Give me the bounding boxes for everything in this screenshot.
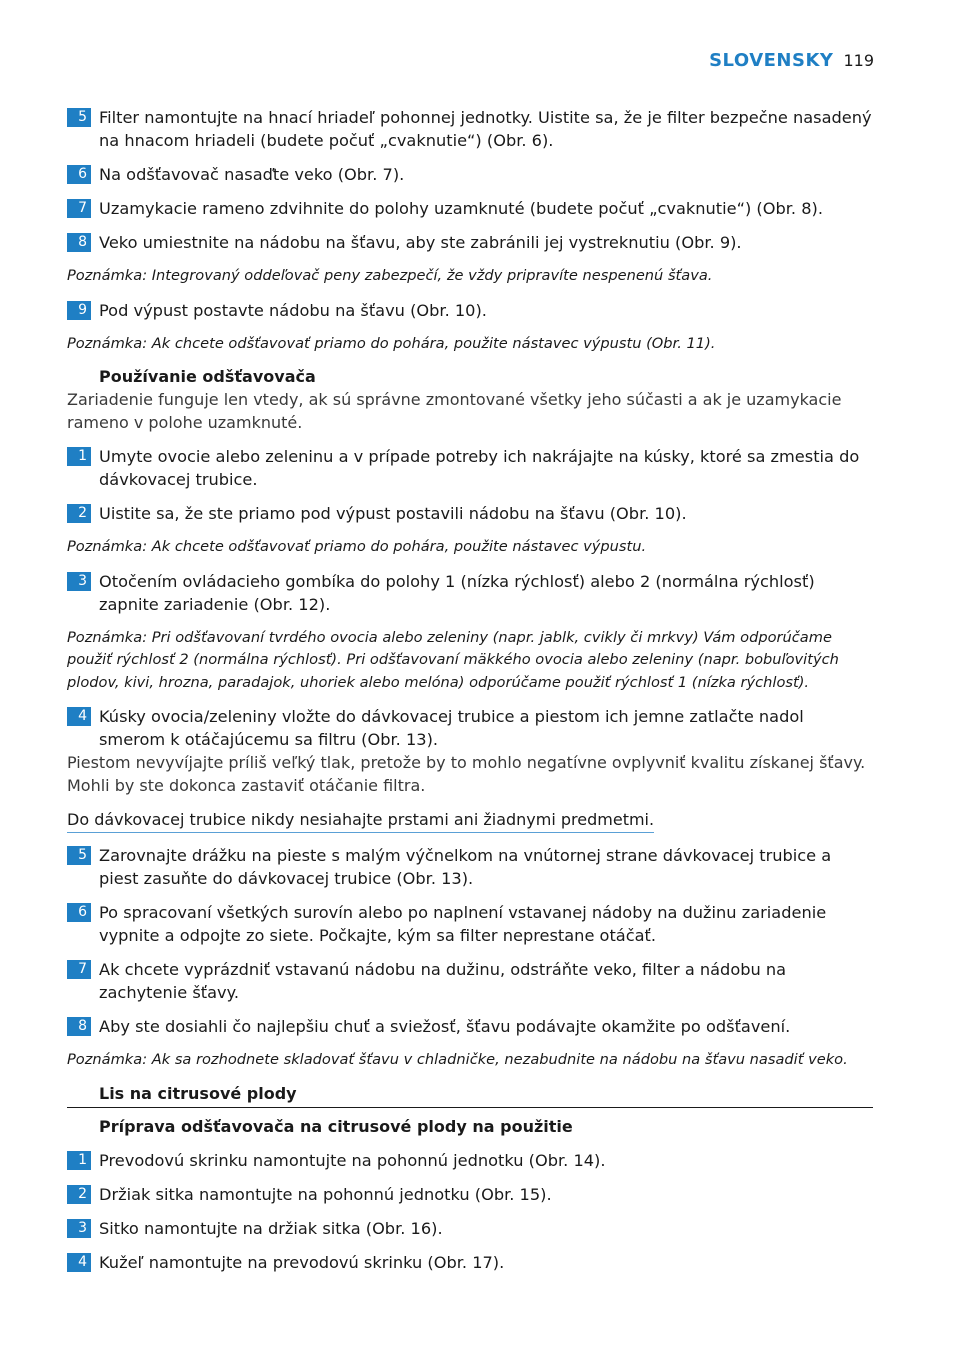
step-number: 7 xyxy=(67,199,91,218)
step-number: 4 xyxy=(67,707,91,726)
step-text: Aby ste dosiahli čo najlepšiu chuť a sviežosť, šťavu podávajte okamžite po odšťavení. xyxy=(99,1017,791,1036)
step-text: Filter namontujte na hnací hriadeľ pohonnej jednotky. Uistite sa, že je filter bezpečne nasadený na hnacom hriadeli (budete počuť „cvaknutie“) (Obr. 6). xyxy=(99,108,872,150)
note-foam-separator: Poznámka: Integrovaný oddeľovač peny zabezpečí, že vždy pripravíte nespenenú šťava. xyxy=(67,267,713,284)
section-divider xyxy=(67,1107,873,1108)
step-number: 5 xyxy=(67,846,91,865)
warning-text: Do dávkovacej trubice nikdy nesiahajte prstami ani žiadnymi predmetmi. xyxy=(67,808,654,833)
step-number: 3 xyxy=(67,1219,91,1238)
step-text: Držiak sitka namontujte na pohonnú jednotku (Obr. 15). xyxy=(99,1184,552,1204)
manual-content xyxy=(67,106,873,1285)
step-text: Ak chcete vyprázdniť vstavanú nádobu na dužinu, odstráňte veko, filter a nádobu na zachytenie šťavy. xyxy=(99,960,787,1002)
step-1-wash xyxy=(67,445,873,491)
step-9-jug xyxy=(67,299,873,322)
note-spout-attachment: Poznámka: Ak chcete odšťavovať priamo do pohára, použite nástavec výpustu. xyxy=(67,538,647,555)
step-number: 2 xyxy=(67,504,91,523)
step-number: 9 xyxy=(67,301,91,320)
step-text: Otočením ovládacieho gombíka do polohy 1 (nízka rýchlosť) alebo 2 (normálna rýchlosť) zapnite zariadenie (Obr. 12). xyxy=(99,571,815,614)
step-number: 1 xyxy=(67,1151,91,1170)
step-1-gearbox xyxy=(67,1149,873,1172)
step-6-switch-off xyxy=(67,901,873,947)
language-label: SLOVENSKY xyxy=(709,50,834,71)
step-text: Umyte ovocie alebo zeleninu a v prípade potreby ich nakrájajte na kúsky, ktoré sa zmestia do dávkovacej trubice. xyxy=(99,447,860,489)
section-heading-citrus: Lis na citrusové plody xyxy=(99,1083,297,1103)
step-number: 6 xyxy=(67,903,91,922)
step-7-lock-arm xyxy=(67,197,873,220)
step-6-lid xyxy=(67,163,873,186)
section-heading-citrus-prep: Príprava odšťavovača na citrusové plody na použitie xyxy=(99,1116,573,1136)
step-8-juice-lid xyxy=(67,231,873,254)
step-number: 6 xyxy=(67,165,91,184)
step-number: 3 xyxy=(67,572,91,591)
step-text: Sitko namontujte na držiak sitka (Obr. 16). xyxy=(99,1218,443,1238)
step-number: 8 xyxy=(67,233,91,252)
intro-paragraph: Zariadenie funguje len vtedy, ak sú správne zmontované všetky jeho súčasti a ak je uzamykacie rameno v polohe uzamknuté. xyxy=(67,390,842,432)
step-number: 1 xyxy=(67,447,91,466)
step-text: Veko umiestnite na nádobu na šťavu, aby ste zabránili jej vystreknutiu (Obr. 9). xyxy=(99,233,742,252)
step-7-empty-pulp xyxy=(67,958,873,1004)
section-heading-using: Používanie odšťavovača xyxy=(99,367,316,386)
step-5-align-pusher xyxy=(67,844,873,890)
step-text: Po spracovaní všetkých surovín alebo po naplnení vstavanej nádoby na dužinu zariadenie vypnite a odpojte zo siete. Počkajte, kým sa filter neprestane otáčať. xyxy=(99,903,827,945)
step-3-switch-on xyxy=(67,570,873,616)
page-number: 119 xyxy=(843,51,874,70)
step-text: Na odšťavovač nasaďte veko (Obr. 7). xyxy=(99,165,405,184)
step-5-filter xyxy=(67,106,873,152)
step-4-pusher xyxy=(67,705,873,751)
step-8-serve xyxy=(67,1015,873,1038)
note-speed-settings: Poznámka: Pri odšťavovaní tvrdého ovocia alebo zeleniny (napr. jablk, cvikly či mrkvy) Vám odporúčame použiť rýchlosť 2 (normálna rýchlosť). Pri odšťavovaní mäkkého ovocia alebo zeleniny (napr. bobuľovitých plodov, kivi, hrozna, paradajok, uhoriek alebo melóna) odporúčame použiť rýchlosť 1 (nízka rýchlosť). xyxy=(67,628,839,691)
step-2-sieve-holder xyxy=(67,1183,873,1206)
note-spout: Poznámka: Ak chcete odšťavovať priamo do pohára, použite nástavec výpustu (Obr. 11). xyxy=(67,334,716,352)
step-text: Prevodovú skrinku namontujte na pohonnú jednotku (Obr. 14). xyxy=(99,1150,606,1170)
step-text: Kúsky ovocia/zeleniny vložte do dávkovacej trubice a piestom ich jemne zatlačte nadol smerom k otáčajúcemu sa filtru (Obr. 13). xyxy=(99,707,804,749)
step-number: 4 xyxy=(67,1253,91,1272)
step-3-sieve xyxy=(67,1217,873,1240)
step-text: Kužeľ namontujte na prevodovú skrinku (Obr. 17). xyxy=(99,1252,505,1272)
pressure-paragraph: Piestom nevyvíjajte príliš veľký tlak, pretože by to mohlo negatívne ovplyvniť kvalitu získanej šťavy. Mohli by ste dokonca zastaviť otáčanie filtra. xyxy=(67,753,866,795)
step-2-jug-under-spout xyxy=(67,502,873,525)
step-number: 7 xyxy=(67,960,91,979)
step-text: Zarovnajte drážku na pieste s malým výčnelkom na vnútornej strane dávkovacej trubice a piest zasuňte do dávkovacej trubice (Obr. 13). xyxy=(99,846,832,888)
step-text: Uzamykacie rameno zdvihnite do polohy uzamknuté (budete počuť „cvaknutie“) (Obr. 8). xyxy=(99,199,823,218)
step-number: 8 xyxy=(67,1017,91,1036)
step-text: Pod výpust postavte nádobu na šťavu (Obr. 10). xyxy=(99,300,487,320)
step-number: 2 xyxy=(67,1185,91,1204)
note-storage: Poznámka: Ak sa rozhodnete skladovať šťavu v chladničke, nezabudnite na nádobu na šťavu nasadiť veko. xyxy=(67,1051,848,1068)
step-text: Uistite sa, že ste priamo pod výpust postavili nádobu na šťavu (Obr. 10). xyxy=(99,504,687,523)
page-header xyxy=(709,50,874,71)
step-4-cone xyxy=(67,1251,873,1274)
step-number: 5 xyxy=(67,108,91,127)
